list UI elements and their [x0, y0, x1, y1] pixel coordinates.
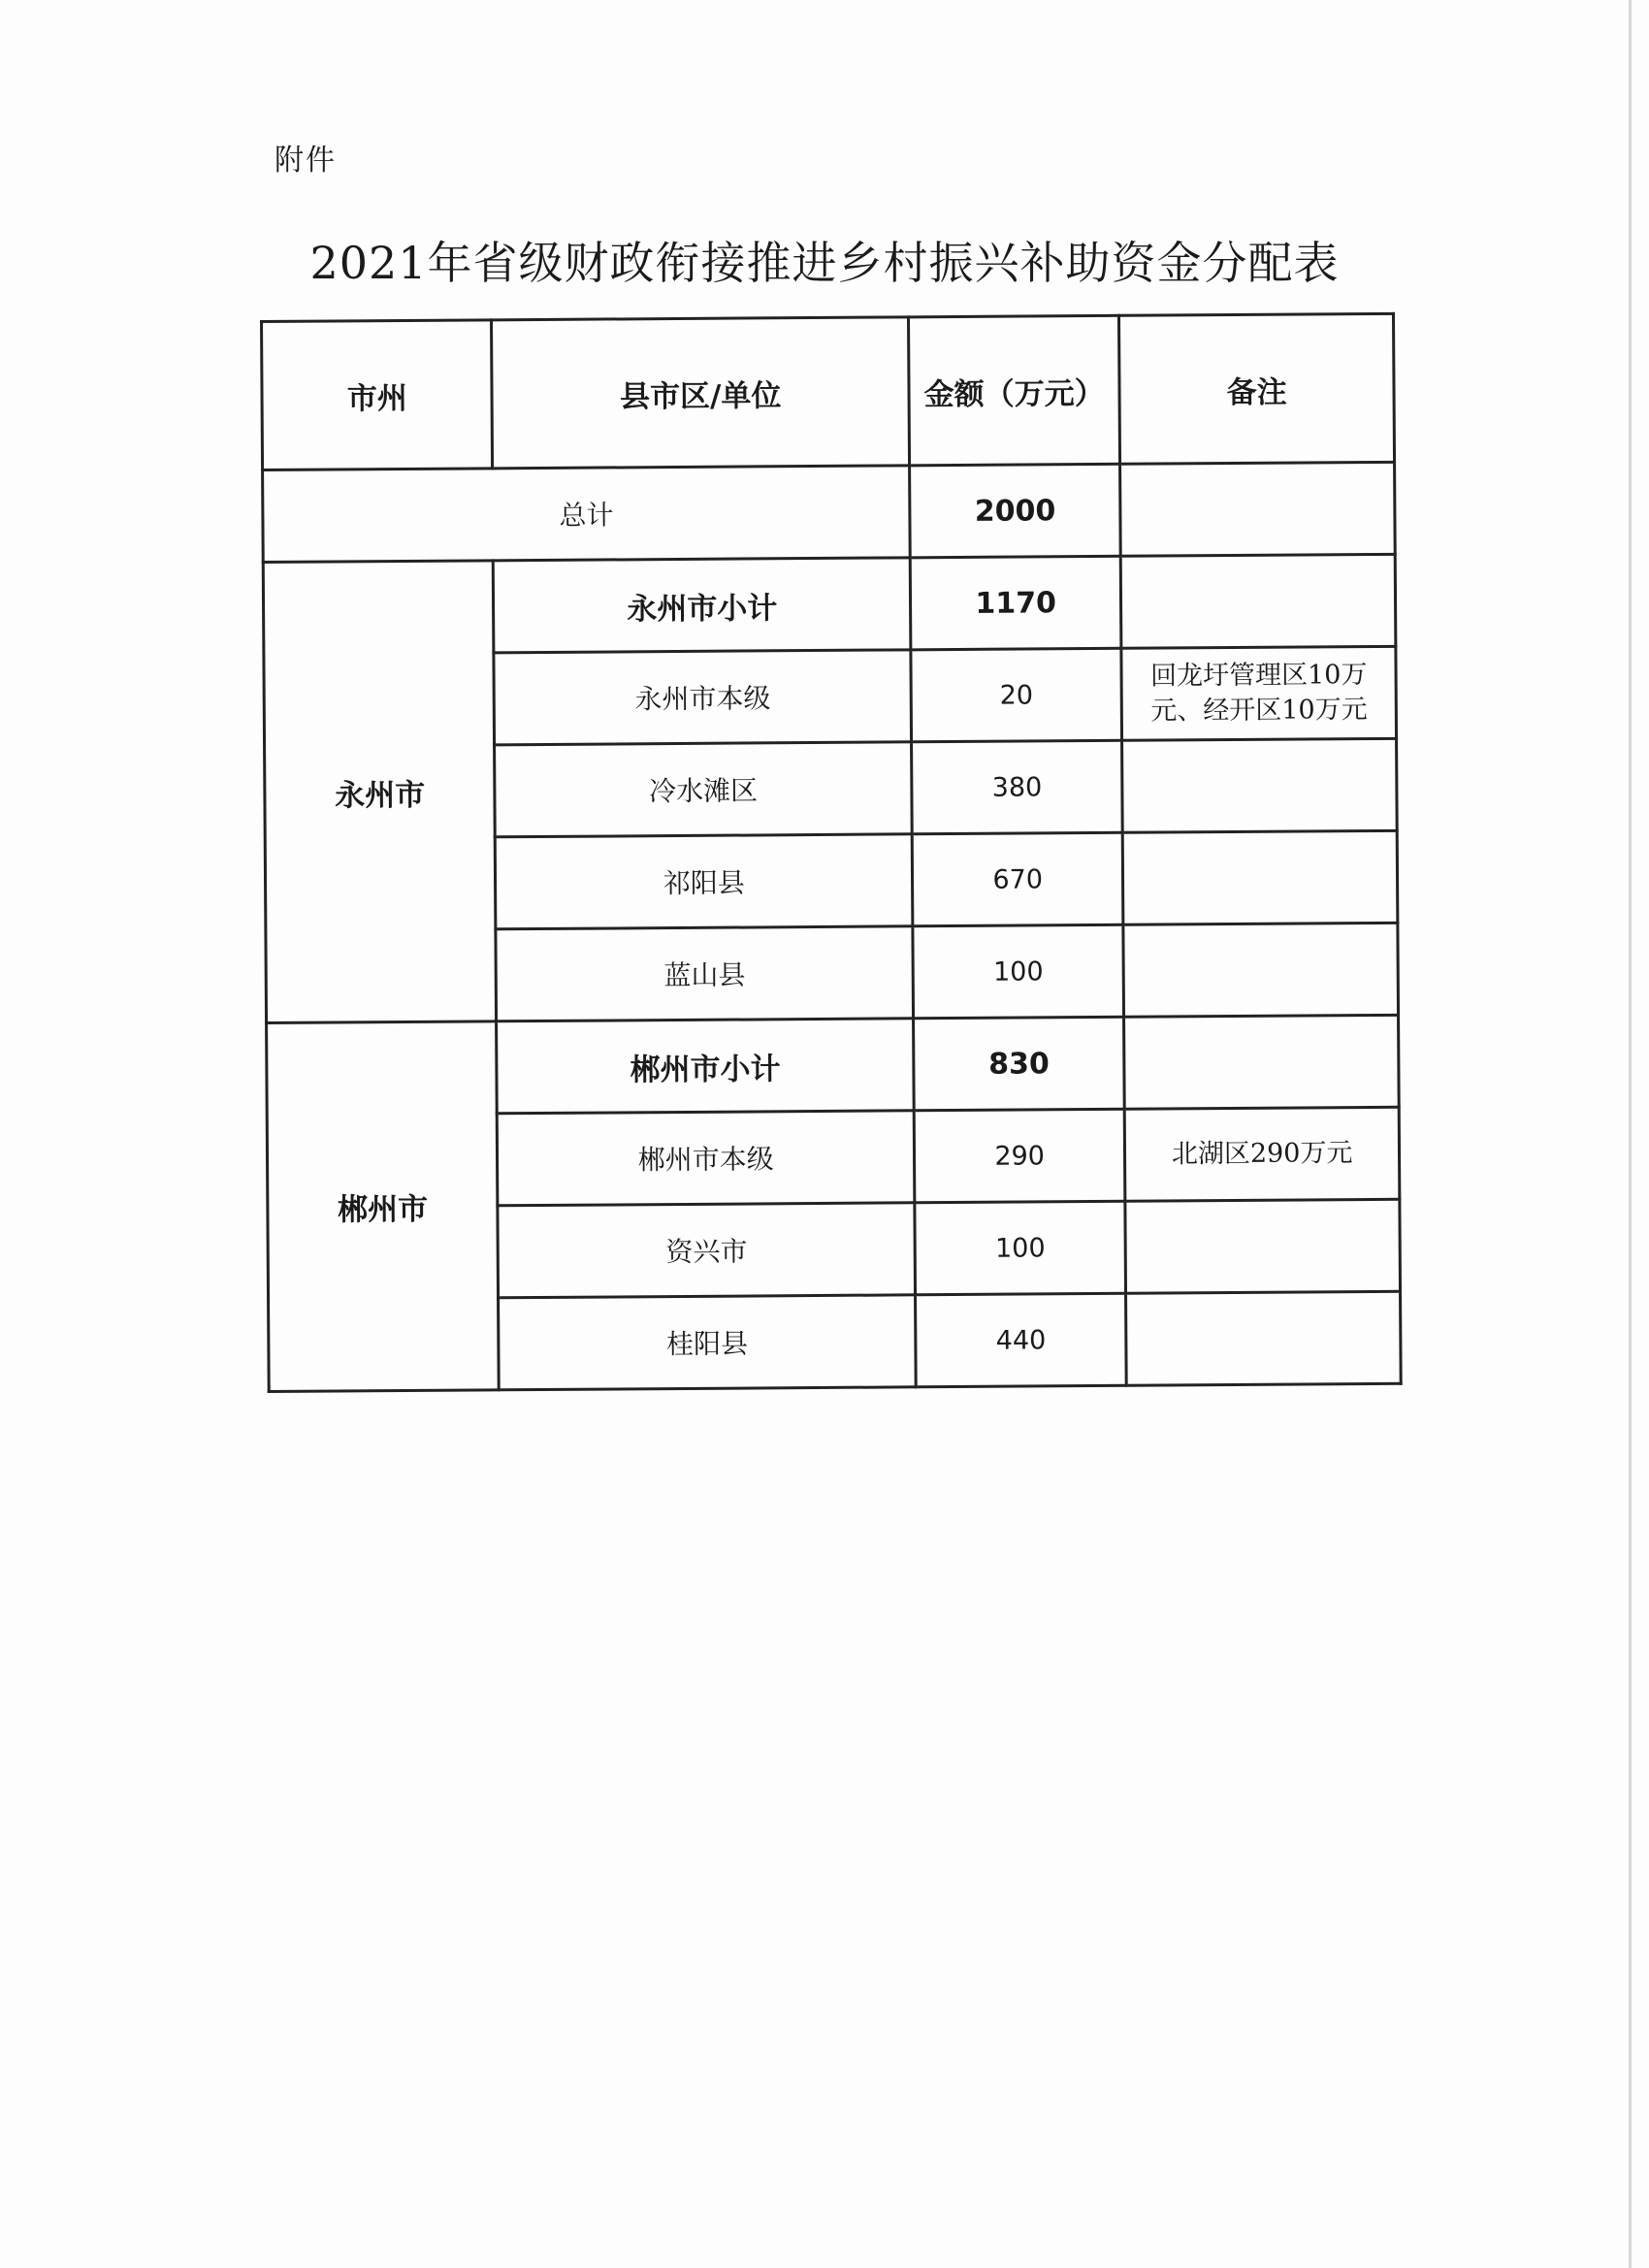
amount-cell: 290 [914, 1109, 1125, 1203]
subtotal-note [1121, 554, 1396, 648]
note-cell: 北湖区290万元 [1124, 1107, 1399, 1201]
table-header-row [262, 313, 1395, 470]
header-unit: 县市区/单位 [492, 317, 910, 469]
total-row [263, 462, 1396, 562]
unit-cell: 冷水滩区 [495, 742, 912, 837]
note-cell [1122, 830, 1397, 924]
note-cell [1126, 1291, 1401, 1385]
subtotal-label: 永州市小计 [494, 558, 911, 653]
amount-cell: 670 [912, 832, 1123, 926]
unit-cell: 蓝山县 [496, 926, 913, 1021]
subtotal-label: 郴州市小计 [497, 1019, 914, 1114]
table-row [263, 554, 1396, 654]
city-cell: 郴州市 [267, 1021, 500, 1392]
attachment-label: 附件 [275, 144, 337, 178]
unit-cell: 祁阳县 [496, 834, 913, 929]
note-cell: 回龙圩管理区10万元、经开区10万元 [1121, 646, 1396, 740]
scan-edge [1629, 0, 1632, 2268]
subtotal-note [1124, 1015, 1399, 1109]
table-row [267, 1015, 1400, 1115]
unit-cell: 郴州市本级 [498, 1111, 915, 1206]
amount-cell: 440 [916, 1293, 1127, 1387]
amount-cell: 20 [911, 648, 1122, 742]
unit-cell: 资兴市 [498, 1203, 915, 1298]
amount-cell: 380 [912, 740, 1123, 834]
amount-cell: 100 [915, 1201, 1126, 1295]
header-city: 市州 [262, 320, 493, 470]
total-amount: 2000 [910, 464, 1121, 558]
subtotal-amount: 1170 [910, 556, 1121, 650]
unit-cell: 永州市本级 [494, 650, 911, 745]
note-cell [1123, 923, 1398, 1017]
city-cell: 永州市 [263, 561, 497, 1023]
unit-cell: 桂阳县 [499, 1295, 916, 1390]
header-note: 备注 [1119, 313, 1395, 464]
note-cell [1125, 1199, 1400, 1293]
note-cell [1122, 738, 1397, 832]
amount-cell: 100 [913, 924, 1124, 1019]
header-amount: 金额（万元） [908, 315, 1119, 466]
total-note [1120, 462, 1395, 556]
total-label: 总计 [263, 466, 911, 563]
allocation-table [260, 312, 1403, 1393]
subtotal-amount: 830 [914, 1017, 1125, 1111]
document-title: 2021年省级财政衔接推进乡村振兴补助资金分配表 [309, 237, 1340, 289]
